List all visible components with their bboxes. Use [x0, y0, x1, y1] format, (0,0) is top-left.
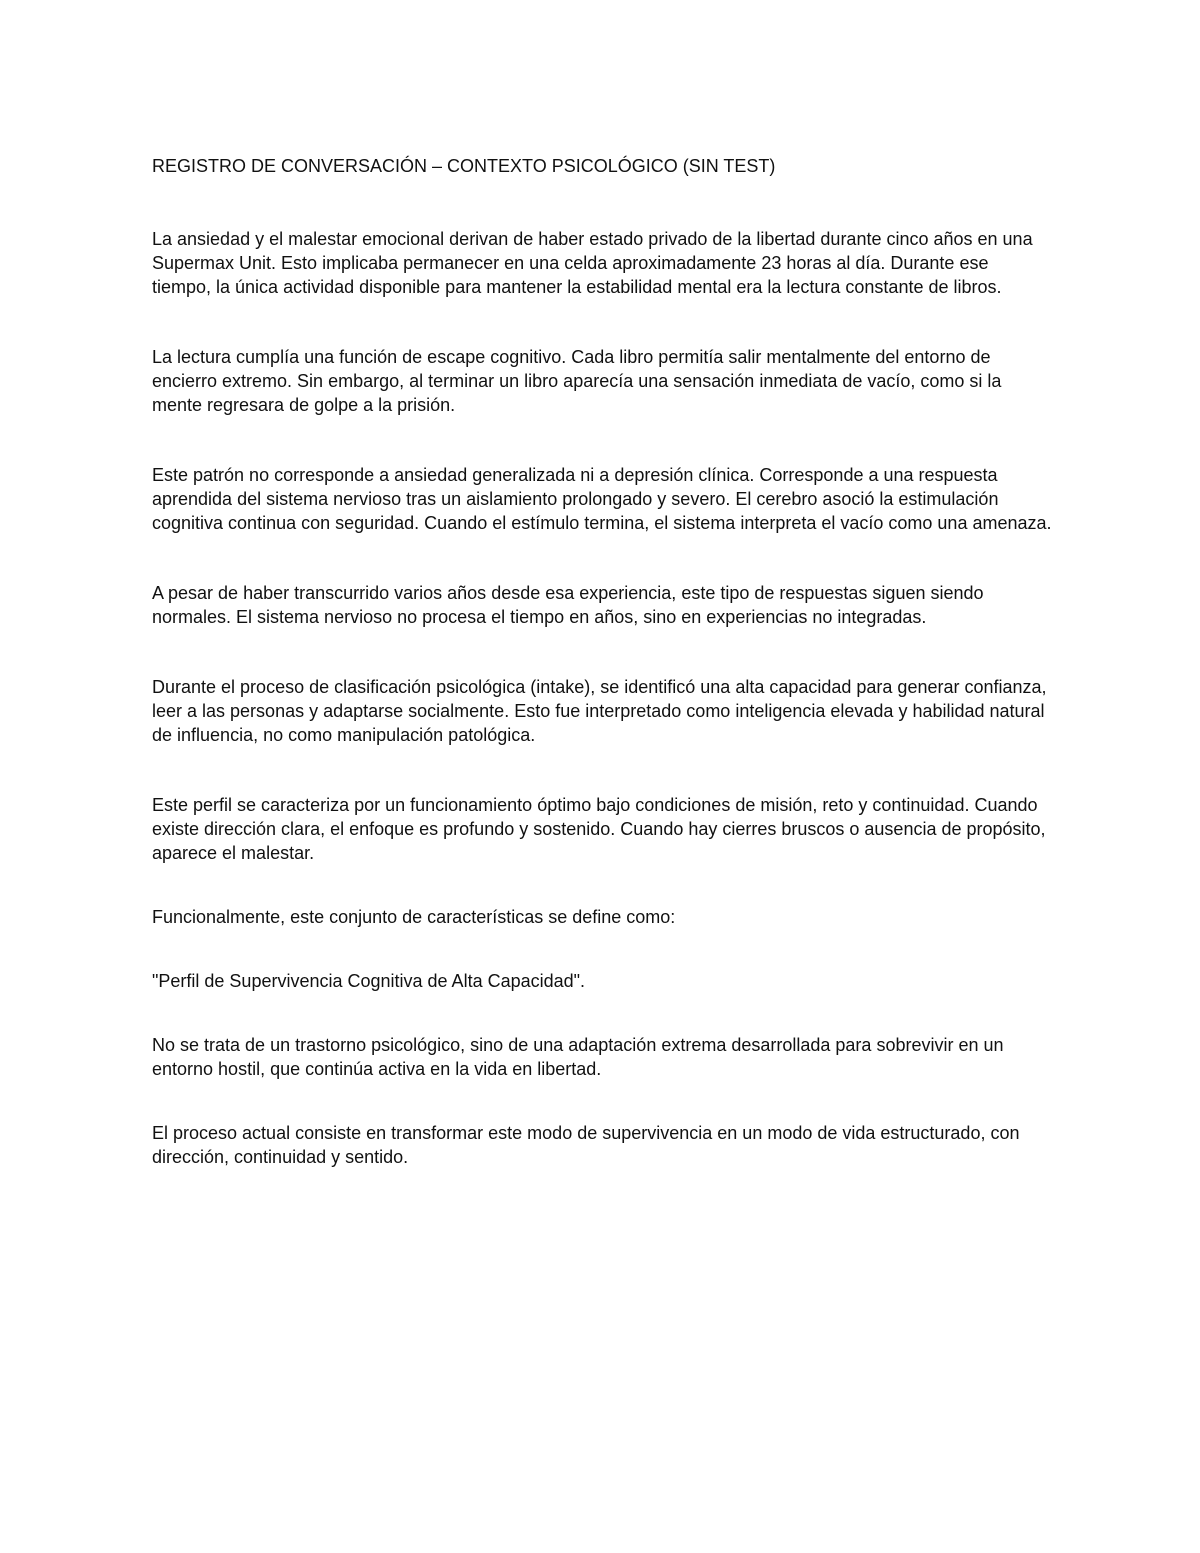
paragraph-reading-escape: La lectura cumplía una función de escape cognitivo. Cada libro permitía salir mentalmente del entorno de encierro extremo. Sin embargo, al terminar un libro aparecía una sensación inmediata de vacío, como si la mente regresara de golpe a la prisión.: [152, 347, 1002, 415]
paragraph-current-process: El proceso actual consiste en transformar este modo de supervivencia en un modo de vida estructurado, con dirección, continuidad y sentido.: [152, 1123, 1020, 1167]
paragraph-profile-name: "Perfil de Supervivencia Cognitiva de Alta Capacidad".: [152, 971, 586, 991]
document-body: [152, 154, 1052, 1215]
paragraph-profile-traits: Este perfil se caracteriza por un funcionamiento óptimo bajo condiciones de misión, reto y continuidad. Cuando existe dirección clara, el enfoque es profundo y sostenido. Cuando hay cierres bruscos o ausencia de propósito, aparece el malestar.: [152, 795, 1046, 863]
paragraph-anxiety-origin: La ansiedad y el malestar emocional derivan de haber estado privado de la libertad durante cinco años en una Supermax Unit. Esto implicaba permanecer en una celda aproximadamente 23 horas al día. Durante ese tiempo, la única actividad disponible para mantener la estabilidad mental era la lectura constante de libros.: [152, 229, 1033, 297]
document-title: REGISTRO DE CONVERSACIÓN – CONTEXTO PSICOLÓGICO (SIN TEST): [152, 156, 776, 176]
paragraph-learned-response: Este patrón no corresponde a ansiedad generalizada ni a depresión clínica. Corresponde a una respuesta aprendida del sistema nervioso tras un aislamiento prolongado y severo. El cerebro asoció la estimulación cognitiva continua con seguridad. Cuando el estímulo termina, el sistema interpreta el vacío como una amenaza.: [152, 465, 1052, 533]
paragraph-intake-classification: Durante el proceso de clasificación psicológica (intake), se identificó una alta capacidad para generar confianza, leer a las personas y adaptarse socialmente. Esto fue interpretado como inteligencia elevada y habilidad natural de influencia, no como manipulación patológica.: [152, 677, 1047, 745]
paragraph-functional-definition: Funcionalmente, este conjunto de características se define como:: [152, 907, 676, 927]
paragraph-time-passed: A pesar de haber transcurrido varios años desde esa experiencia, este tipo de respuestas siguen siendo normales. El sistema nervioso no procesa el tiempo en años, sino en experiencias no integradas.: [152, 583, 984, 627]
paragraph-not-disorder: No se trata de un trastorno psicológico, sino de una adaptación extrema desarrollada para sobrevivir en un entorno hostil, que continúa activa en la vida en libertad.: [152, 1035, 1004, 1079]
